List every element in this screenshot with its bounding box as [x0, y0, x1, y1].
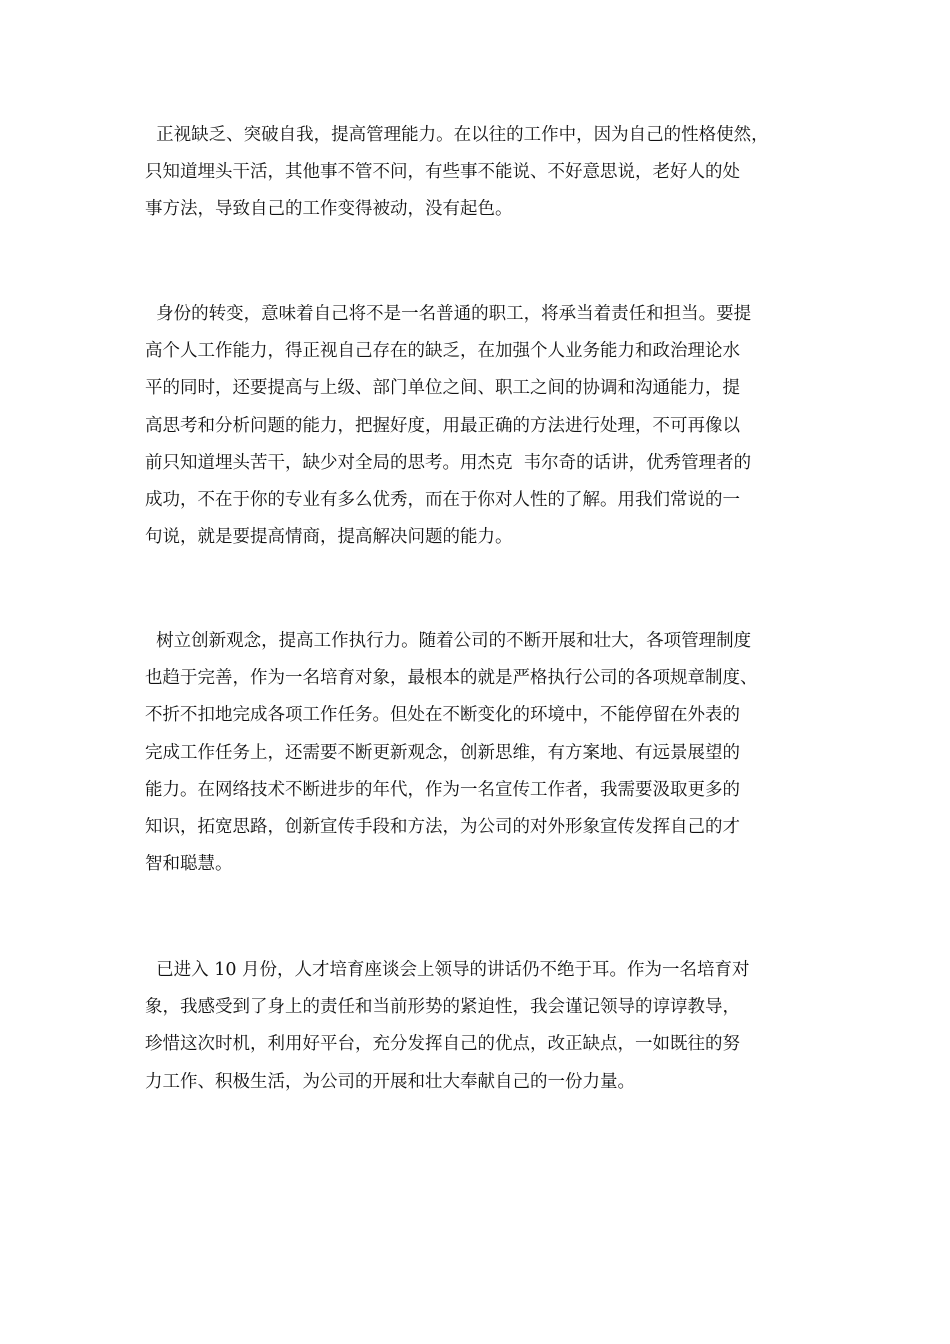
paragraph-4	[145, 952, 750, 1101]
paragraph-line: 知识，拓宽思路，创新宣传手段和方法，为公司的对外形象宣传发挥自己的才	[145, 816, 740, 837]
paragraph-line: 也趋于完善，作为一名培育对象，最根本的就是严格执行公司的各项规章制度、	[145, 668, 758, 689]
paragraph-line: 象，我感受到了身上的责任和当前形势的紧迫性，我会谨记领导的谆谆教导，	[145, 997, 740, 1018]
paragraph-line: 高个人工作能力，得正视自己存在的缺乏，在加强个人业务能力和政治理论水	[145, 341, 740, 362]
paragraph-line: 不折不扣地完成各项工作任务。但处在不断变化的环境中，不能停留在外表的	[145, 705, 740, 726]
paragraph-line: 完成工作任务上，还需要不断更新观念，创新思维，有方案地、有远景展望的	[145, 742, 740, 763]
paragraph-line: 事方法，导致自己的工作变得被动，没有起色。	[145, 199, 513, 220]
paragraph-line: 身份的转变，意味着自己将不是一名普通的职工，将承当着责任和担当。要提	[145, 304, 752, 324]
paragraph-line: 智和聪慧。	[145, 854, 233, 875]
paragraph-3	[145, 623, 758, 883]
paragraph-1	[145, 117, 769, 229]
paragraph-line: 力工作、积极生活，为公司的开展和壮大奉献自己的一份力量。	[145, 1071, 635, 1092]
paragraph-line: 句说，就是要提高情商，提高解决问题的能力。	[145, 527, 513, 548]
paragraph-line: 前只知道埋头苦干，缺少对全局的思考。用杰克 韦尔奇的话讲，优秀管理者的	[145, 452, 752, 473]
paragraph-line: 成功，不在于你的专业有多么优秀，而在于你对人性的了解。用我们常说的一	[145, 489, 740, 510]
paragraph-line: 能力。在网络技术不断进步的年代，作为一名宣传工作者，我需要汲取更多的	[145, 779, 740, 800]
paragraph-line: 正视缺乏、突破自我，提高管理能力。在以往的工作中，因为自己的性格使然，	[145, 125, 769, 145]
paragraph-line: 只知道埋头干活，其他事不管不问，有些事不能说、不好意思说，老好人的处	[145, 162, 740, 183]
paragraph-line: 珍惜这次时机，利用好平台，充分发挥自己的优点，改正缺点，一如既往的努	[145, 1034, 740, 1055]
paragraph-2	[145, 296, 751, 556]
paragraph-line: 平的同时，还要提高与上级、部门单位之间、职工之间的协调和沟通能力，提	[145, 378, 740, 399]
paragraph-line: 已进入 10 月份，人才培育座谈会上领导的讲话仍不绝于耳。作为一名培育对	[145, 960, 750, 980]
paragraph-line: 树立创新观念，提高工作执行力。随着公司的不断开展和壮大，各项管理制度	[145, 631, 752, 651]
paragraph-line: 高思考和分析问题的能力，把握好度，用最正确的方法进行处理，不可再像以	[145, 415, 740, 436]
